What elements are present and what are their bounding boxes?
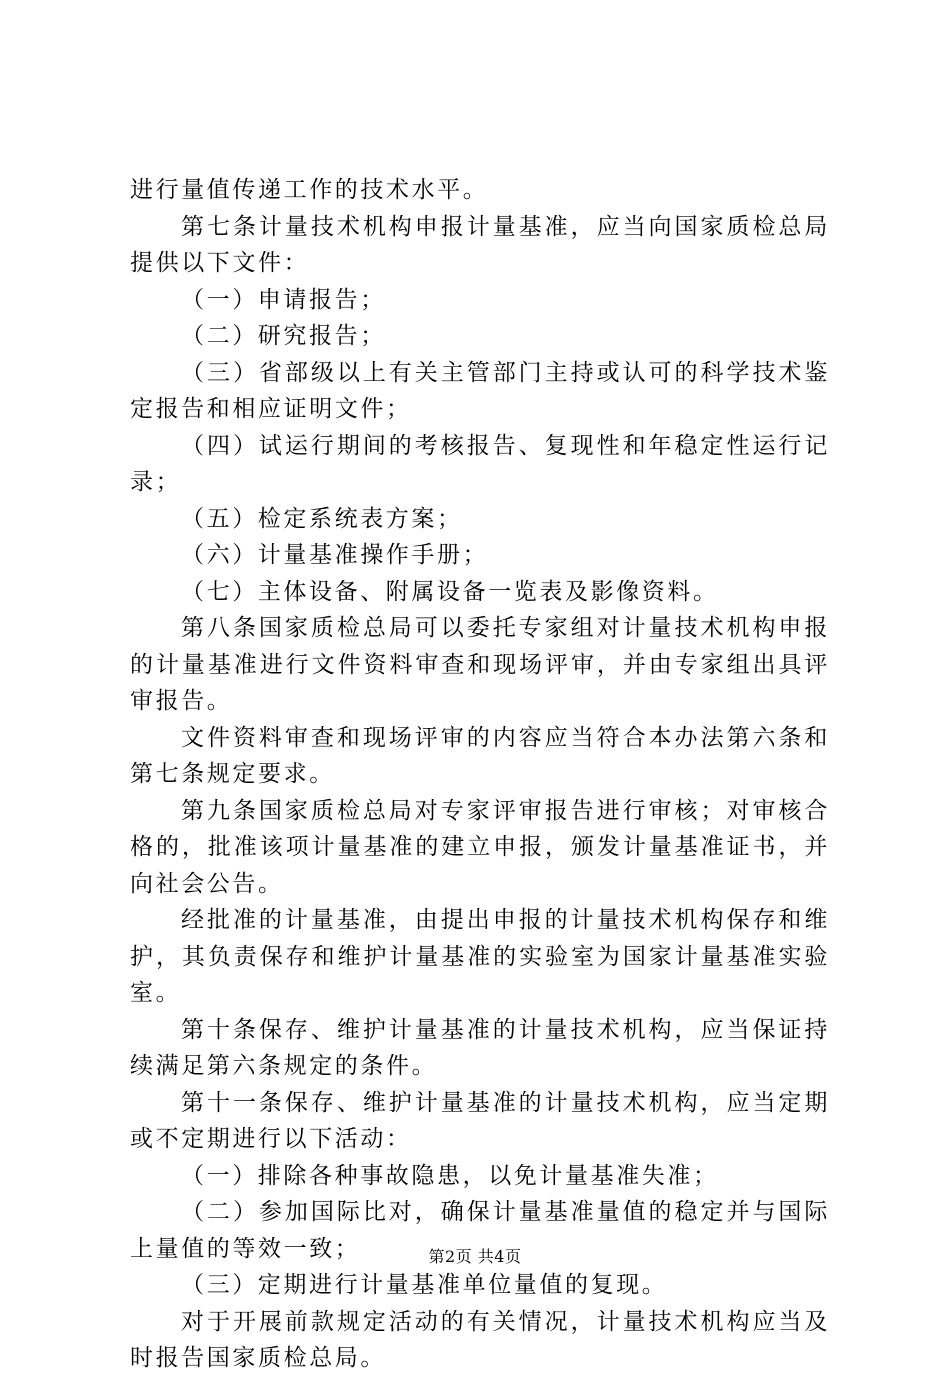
list-item: （二）参加国际比对，确保计量基准量值的稳定并与国际上量值的等效一致； [130, 1199, 830, 1262]
page-footer: 第2页 共4页 [428, 1247, 522, 1266]
list-item: （七）主体设备、附属设备一览表及影像资料。 [181, 578, 719, 605]
list-item: （二）研究报告； [181, 323, 386, 349]
list-item: （六）计量基准操作手册； [181, 542, 489, 568]
paragraph: 第八条国家质检总局可以委托专家组对计量技术机构申报的计量基准进行文件资料审查和现场评审，并由专家组出具评审报告。 [130, 615, 830, 714]
list-item: （四）试运行期间的考核报告、复现性和年稳定性运行记录； [130, 432, 830, 495]
document-body [130, 172, 830, 1377]
list-item: （三）省部级以上有关主管部门主持或认可的科学技术鉴定报告和相应证明文件； [130, 359, 830, 422]
paragraph: 对于开展前款规定活动的有关情况，计量技术机构应当及时报告国家质检总局。 [130, 1308, 830, 1371]
list-item: （三）定期进行计量基准单位量值的复现。 [181, 1272, 668, 1298]
paragraph: 进行量值传递工作的技术水平。 [130, 177, 489, 203]
list-item: （一）排除各种事故隐患，以免计量基准失准； [181, 1162, 719, 1189]
paragraph: 文件资料审查和现场评审的内容应当符合本办法第六条和第七条规定要求。 [130, 724, 830, 787]
paragraph: 第十条保存、维护计量基准的计量技术机构，应当保证持续满足第六条规定的条件。 [130, 1016, 830, 1079]
list-item: （五）检定系统表方案； [181, 505, 463, 532]
paragraph: 经批准的计量基准，由提出申报的计量技术机构保存和维护，其负责保存和维护计量基准的实验室为国家计量基准实验室。 [130, 907, 830, 1006]
paragraph: 第七条计量技术机构申报计量基准，应当向国家质检总局提供以下文件： [130, 213, 830, 276]
list-item: （一）申请报告； [181, 286, 386, 313]
paragraph: 第十一条保存、维护计量基准的计量技术机构，应当定期或不定期进行以下活动： [130, 1089, 830, 1152]
paragraph: 第九条国家质检总局对专家评审报告进行审核；对审核合格的，批准该项计量基准的建立申报，颁发计量基准证书，并向社会公告。 [130, 797, 830, 897]
